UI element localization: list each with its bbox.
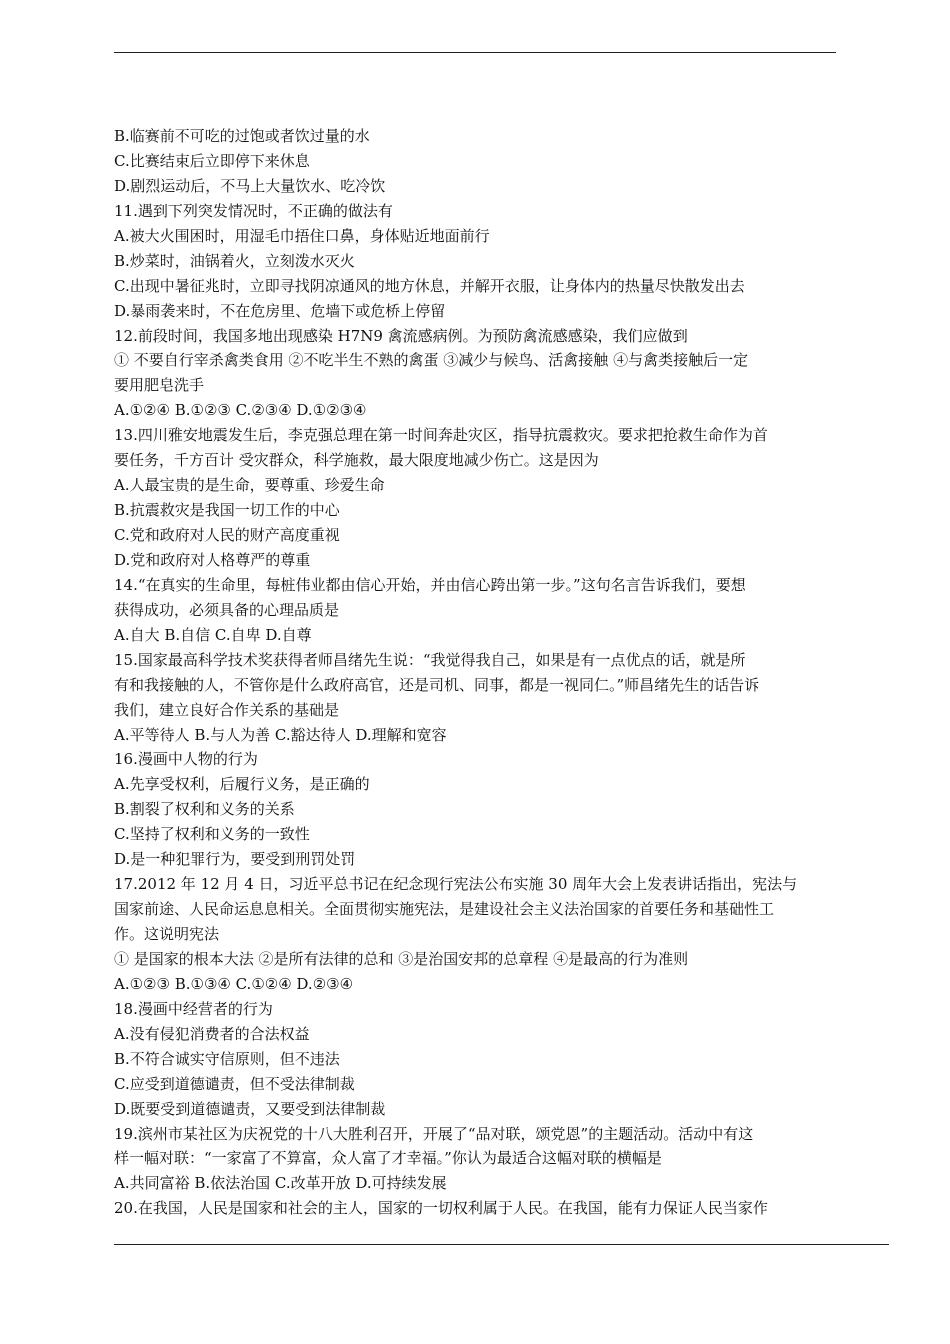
text-line: ① 是国家的根本大法 ②是所有法律的总和 ③是治国安邦的总章程 ④是最高的行为准则 — [114, 949, 689, 968]
text-line: A.人最宝贵的是生命，要尊重、珍爱生命 — [114, 476, 385, 495]
text-line: C.党和政府对人民的财产高度重视 — [114, 526, 340, 544]
text-line: C.应受到道德谴责，但不受法律制裁 — [114, 1074, 355, 1093]
text-line: 国家前途、人民命运息息相关。全面贯彻实施宪法，是建设社会主义法治国家的首要任务和基础性工 — [114, 900, 775, 919]
text-line: B.割裂了权利和义务的关系 — [114, 800, 295, 819]
text-line: B.不符合诚实守信原则，但不违法 — [114, 1049, 340, 1068]
text-line: A.①②③ B.①③④ C.①②④ D.②③④ — [114, 974, 354, 993]
text-line: A.①②④ B.①②③ C.②③④ D.①②③④ — [114, 401, 367, 420]
text-line: 14.“在真实的生命里，每桩伟业都由信心开始，并由信心跨出第一步。”这句名言告诉我们，要想 — [114, 575, 746, 594]
text-line: 样一幅对联：“一家富了不算富，众人富了才幸福。”你认为最适合这幅对联的横幅是 — [114, 1149, 662, 1168]
text-line: 我们，建立良好合作关系的基础是 — [114, 700, 340, 719]
document-body — [114, 124, 844, 1221]
text-line: D.剧烈运动后，不马上大量饮水、吃冷饮 — [114, 176, 386, 195]
text-line: 有和我接触的人，不管你是什么政府高官，还是司机、同事，都是一视同仁。”师昌绪先生的话告诉 — [114, 675, 760, 694]
text-line: C.出现中暑征兆时，立即寻找阴凉通风的地方休息，并解开衣服，让身体内的热量尽快散发出去 — [114, 276, 745, 295]
text-line: A.自大 B.自信 C.自卑 D.自尊 — [114, 625, 312, 644]
text-line: D.是一种犯罪行为，要受到刑罚处罚 — [114, 850, 356, 869]
text-line: A.没有侵犯消费者的合法权益 — [114, 1024, 310, 1043]
text-line: A.平等待人 B.与人为善 C.豁达待人 D.理解和宽容 — [114, 725, 447, 744]
text-line: A.共同富裕 B.依法治国 C.改革开放 D.可持续发展 — [114, 1174, 447, 1193]
text-line: 16.漫画中人物的行为 — [114, 750, 258, 769]
text-line: 获得成功，必须具备的心理品质是 — [114, 600, 340, 619]
text-line: D.既要受到道德谴责，又要受到法律制裁 — [114, 1099, 386, 1118]
text-line: D.党和政府对人格尊严的尊重 — [114, 550, 311, 569]
text-line: 15.国家最高科学技术奖获得者师昌绪先生说：“我觉得我自己，如果是有一点优点的话，就是所 — [114, 650, 746, 669]
text-line: D.暴雨袭来时，不在危房里、危墙下或危桥上停留 — [114, 301, 446, 320]
text-line: 13.四川雅安地震发生后，李克强总理在第一时间奔赴灾区，指导抗震救灾。要求把抢救生命作为首 — [114, 426, 768, 445]
text-line: B.炒菜时，油锅着火，立刻泼水灭火 — [114, 251, 355, 270]
text-line: A.先享受权利，后履行义务，是正确的 — [114, 775, 370, 794]
text-line: C.比赛结束后立即停下来休息 — [114, 151, 310, 170]
text-line: ① 不要自行宰杀禽类食用 ②不吃半生不熟的禽蛋 ③减少与候鸟、活禽接触 ④与禽类接触后一定 — [114, 351, 749, 370]
text-line: 19.滨州市某社区为庆祝党的十八大胜利召开，开展了“品对联，颂党恩”的主题活动。活动中有这 — [114, 1124, 754, 1143]
text-line: B.临赛前不可吃的过饱或者饮过量的水 — [114, 127, 370, 145]
text-line: 11.遇到下列突发情况时，不正确的做法有 — [114, 201, 393, 220]
text-line: B.抗震救灾是我国一切工作的中心 — [114, 501, 340, 520]
text-line: 要用肥皂洗手 — [114, 376, 205, 395]
text-line: C.坚持了权利和义务的一致性 — [114, 825, 310, 844]
text-line: 作。这说明宪法 — [114, 925, 220, 943]
text-line: 17.2012 年 12 月 4 日，习近平总书记在纪念现行宪法公布实施 30 周年大会上发表讲话指出，宪法与 — [114, 875, 798, 894]
text-line: 12.前段时间，我国多地出现感染 H7N9 禽流感病例。为预防禽流感感染，我们应做到 — [114, 326, 688, 345]
footer-rule — [114, 1244, 889, 1245]
text-line: A.被大火围困时，用湿毛巾捂住口鼻，身体贴近地面前行 — [114, 226, 490, 245]
text-line: 18.漫画中经营者的行为 — [114, 999, 273, 1018]
text-line: 20.在我国，人民是国家和社会的主人，国家的一切权利属于人民。在我国，能有力保证人民当家作 — [114, 1199, 768, 1218]
header-rule — [114, 52, 836, 53]
text-line: 要任务，千方百计 受灾群众，科学施救，最大限度地减少伤亡。这是因为 — [114, 451, 599, 470]
